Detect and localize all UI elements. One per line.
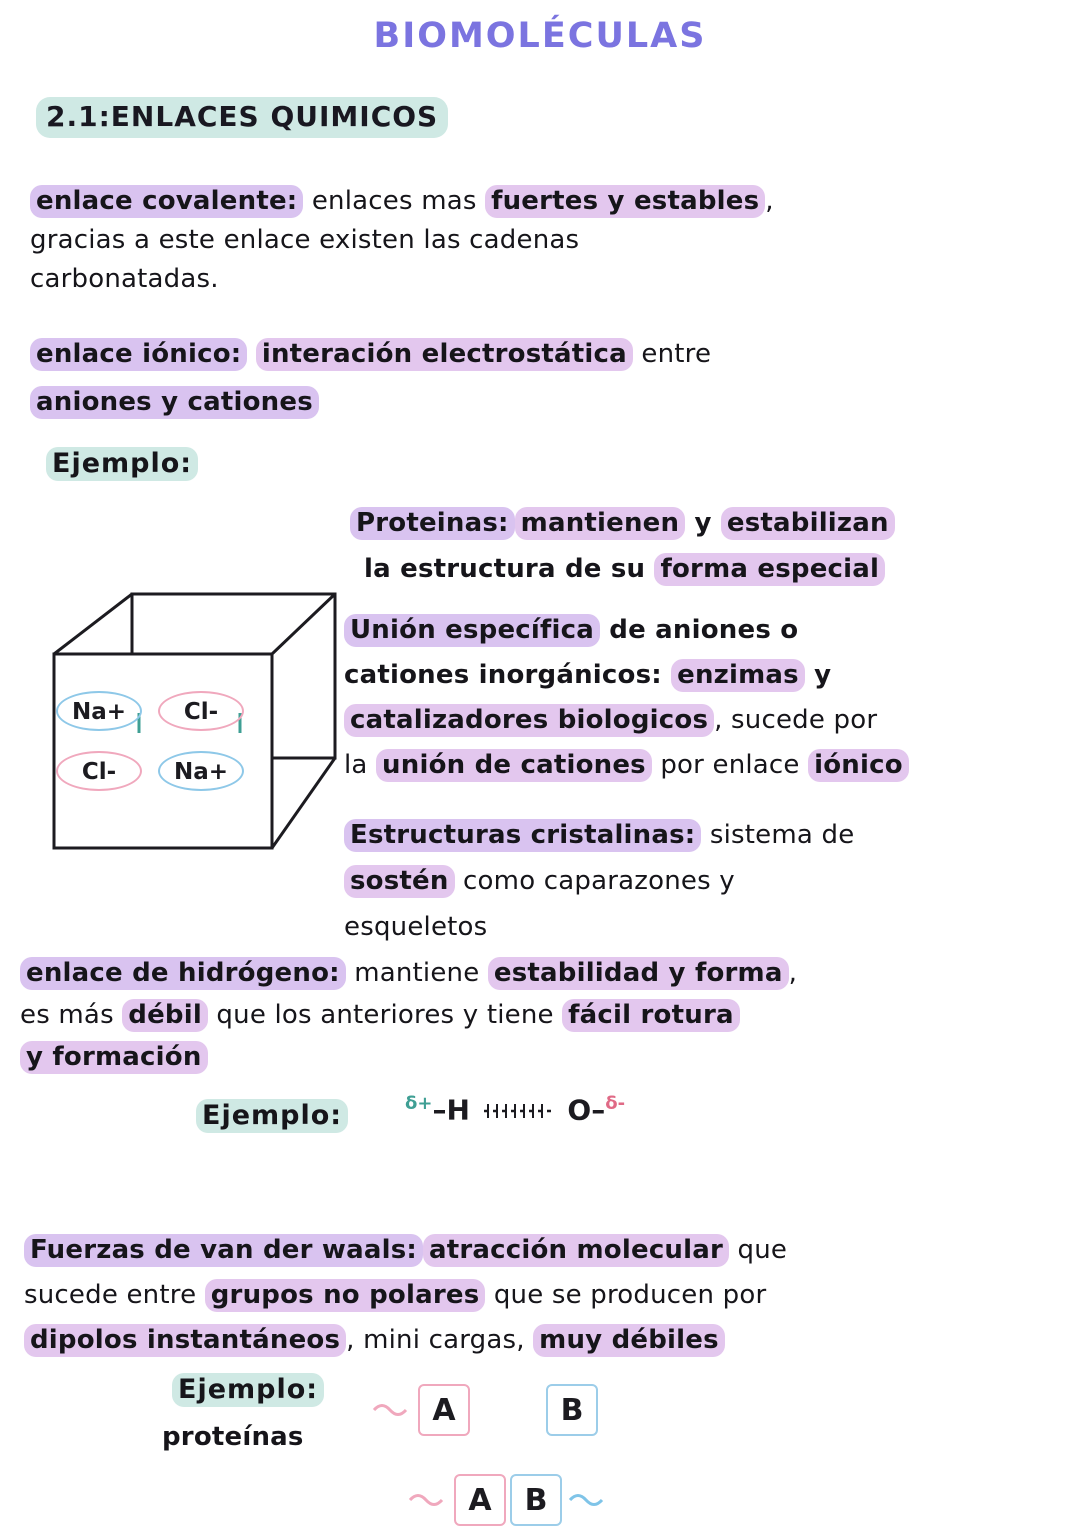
section-heading-text: 2.1:ENLACES QUIMICOS: [36, 97, 448, 138]
vdw-box-a2-label: A: [468, 1483, 492, 1518]
vdw-box-b2: [510, 1474, 562, 1526]
ejemplo-label-3: [172, 1374, 324, 1405]
vdw-box-b-label: B: [560, 1393, 584, 1428]
union-line2-plain: cationes inorgánicos:: [344, 660, 672, 690]
paragraph-union: [344, 608, 1054, 788]
hidrogeno-line3-hl: y formación: [20, 1041, 208, 1074]
hbond-o-atom: O: [567, 1093, 592, 1127]
cristalinas-line1-rest: sistema de: [701, 820, 855, 850]
hidrogeno-line2-hl2: fácil rotura: [562, 999, 740, 1032]
union-line1-rest: de aniones o: [600, 615, 799, 645]
term-covalente: enlace covalente:: [30, 185, 303, 218]
union-line4-plain: la: [344, 750, 377, 780]
covalente-line1-a: enlaces mas: [311, 186, 477, 216]
hydrogen-bond-diagram: [405, 1093, 625, 1126]
covalente-line1-b: fuertes y estables: [485, 185, 765, 218]
ionico-line1-rest: entre: [632, 339, 712, 369]
ejemplo-label-3-text: Ejemplo:: [172, 1373, 324, 1407]
covalente-line2: gracias a este enlace existen las cadenas: [30, 225, 580, 255]
ion-na-2-label: Na+: [173, 759, 229, 785]
vdw-line2-rest: que se producen por: [485, 1280, 767, 1310]
covalente-line1-c: ,: [765, 186, 774, 216]
vdw-line1-hl2: atracción molecular: [423, 1234, 729, 1267]
union-line4-mid: por enlace: [651, 750, 809, 780]
union-line3-rest: , sucede por: [714, 705, 878, 735]
ion-cl-2-label: Cl-: [81, 759, 117, 785]
cristalinas-line3: esqueletos: [344, 912, 488, 942]
ion-cl-2: [56, 751, 142, 791]
term-vanderwaals: Fuerzas de van der waals:: [24, 1234, 423, 1267]
union-line3-hl: catalizadores biologicos: [344, 704, 714, 737]
term-proteinas: Proteinas:: [350, 507, 515, 540]
vdw-box-b: [546, 1384, 598, 1436]
ion-cl-1-label: Cl-: [183, 699, 219, 725]
paragraph-cristalinas: [344, 812, 1054, 950]
union-line2-hl: enzimas: [671, 659, 805, 692]
vdw-diagram: [370, 1360, 710, 1520]
proteinas-line1-hl2: estabilizan: [721, 507, 895, 540]
ion-na-1-label: Na+: [71, 699, 127, 725]
proteinas-line2-plain: la estructura de su: [364, 554, 655, 584]
ionico-line1-hl: interación electrostática: [256, 338, 633, 371]
cristalinas-line2-rest: como caparazones y: [454, 866, 735, 896]
vdw-line1-rest: que: [729, 1235, 788, 1265]
ionico-line2-hl: aniones y cationes: [30, 386, 319, 419]
paragraph-ionico: [30, 330, 1040, 426]
paragraph-proteinas: [350, 500, 1050, 592]
ion-na-2: [158, 751, 244, 791]
vdw-line3-hl: dipolos instantáneos: [24, 1324, 346, 1357]
proteinas-line1-hl: mantienen: [515, 507, 686, 540]
ion-na-1: [56, 691, 142, 731]
vdw-line2-hl: grupos no polares: [205, 1279, 486, 1312]
vdw-box-a: [418, 1384, 470, 1436]
union-line2-end: y: [804, 660, 832, 690]
paragraph-vanderwaals: [24, 1228, 1064, 1363]
section-heading: [36, 100, 448, 133]
vdw-box-a2: [454, 1474, 506, 1526]
union-line4-hl: unión de cationes: [376, 749, 652, 782]
hidrogeno-line1-plain: mantiene: [345, 958, 488, 988]
ion-cl-1: [158, 691, 244, 731]
vdw-box-b2-label: B: [524, 1483, 548, 1518]
hidrogeno-line2-hl: débil: [122, 999, 208, 1032]
hbond-dash-right: –: [591, 1093, 606, 1127]
ejemplo-3-sub-text: proteínas: [162, 1422, 304, 1452]
paragraph-hidrogeno: [20, 952, 1060, 1078]
hidrogeno-line2-a: es más: [20, 1000, 123, 1030]
term-ionico: enlace iónico:: [30, 338, 247, 371]
vdw-line3-hl2: muy débiles: [533, 1324, 725, 1357]
nacl-cube-diagram: [40, 578, 350, 868]
vdw-line2-plain: sucede entre: [24, 1280, 205, 1310]
cristalinas-line2-hl: sostén: [344, 865, 455, 898]
delta-plus-label: δ+: [405, 1093, 433, 1114]
paragraph-covalente: [30, 182, 1040, 299]
union-line1-hl: Unión específica: [344, 614, 600, 647]
vdw-line3-mid: , mini cargas,: [346, 1325, 534, 1355]
hbond-dash-left: –: [432, 1093, 447, 1127]
hidrogeno-line1-hl: estabilidad y forma: [488, 957, 789, 990]
ejemplo-label-2: [196, 1100, 348, 1131]
ejemplo-label-2-text: Ejemplo:: [196, 1099, 348, 1133]
covalente-line3: carbonatadas.: [30, 264, 219, 294]
vdw-box-a-label: A: [432, 1393, 456, 1428]
page-title: BIOMOLÉCULAS: [373, 16, 707, 56]
hbond-dotted-line: [480, 1102, 558, 1120]
hbond-h-atom: H: [446, 1093, 470, 1127]
ejemplo-label-1-text: Ejemplo:: [46, 447, 198, 481]
proteinas-line1-mid: y: [685, 508, 721, 538]
hidrogeno-line2-b: que los anteriores y tiene: [207, 1000, 563, 1030]
union-line4-hl2: iónico: [808, 749, 909, 782]
term-hidrogeno: enlace de hidrógeno:: [20, 957, 346, 990]
cristalinas-line1-hl: Estructuras cristalinas:: [344, 819, 701, 852]
ejemplo-label-1: [46, 448, 198, 479]
hidrogeno-line1-end: ,: [788, 958, 798, 988]
proteinas-line2-hl: forma especial: [654, 553, 885, 586]
delta-minus-label: δ-: [605, 1093, 626, 1114]
